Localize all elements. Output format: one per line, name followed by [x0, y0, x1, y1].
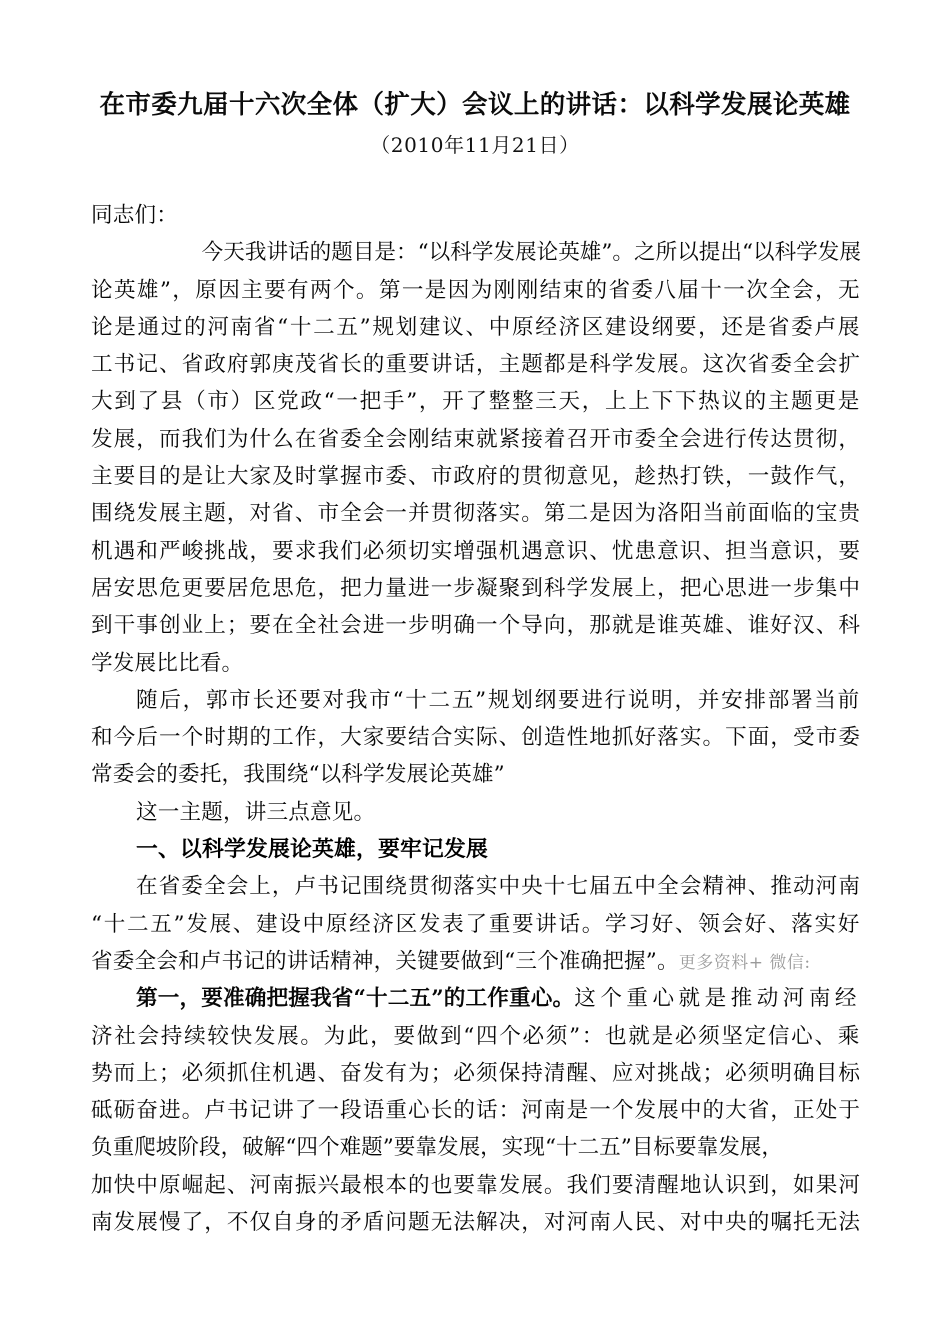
body-line: [91, 1129, 861, 1166]
body-line: [91, 533, 861, 570]
body-line-text: 主要目的是让大家及时掌握市委、市政府的贯彻意见，趁热打铁，一鼓作气，: [91, 464, 861, 490]
body-line-text: 势而上；必须抓住机遇、奋发有为；必须保持清醒、应对挑战；必须明确目标: [91, 1060, 861, 1086]
document-body: [91, 197, 861, 1241]
body-line: [91, 868, 861, 905]
body-line-text: 到干事创业上；要在全社会进一步明确一个导向，那就是谁英雄、谁好汉、科: [91, 613, 861, 639]
body-line: 常委会的委托，我围绕“以科学发展论英雄”: [91, 762, 505, 788]
section-heading: [91, 831, 861, 868]
body-line-text: 发展，而我们为什么在省委全会刚结束就紧接着召开市委全会进行传达贯彻，: [91, 426, 861, 452]
body-line-text: 大到了县（市）区党政“一把手”，开了整整三天，上上下下热议的主题更是: [91, 389, 861, 415]
body-line-text: 济社会持续较快发展。为此，要做到“四个必须”：也就是必须坚定信心、乘: [91, 1023, 861, 1049]
document-date: （2010年11月21日）: [370, 133, 580, 157]
body-line: [91, 719, 861, 756]
body-line-text: 南发展慢了，不仅自身的矛盾问题无法解决，对河南人民、对中央的嘱托无法: [91, 1210, 861, 1236]
body-line: [91, 794, 861, 831]
body-line: [91, 383, 861, 420]
body-line-text: 这个重心就是推动河南经: [574, 986, 861, 1012]
watermark-text: 更多资料+ 微信:: [678, 952, 811, 973]
body-line-text: 工书记、省政府郭庚茂省长的重要讲话，主题都是科学发展。这次省委全会扩: [91, 352, 861, 378]
body-line: [91, 495, 861, 532]
body-line-text: 机遇和严峻挑战，要求我们必须切实增强机遇意识、忧患意识、担当意识，要: [91, 538, 861, 564]
body-line: [91, 570, 861, 607]
body-line: [91, 906, 861, 943]
body-line-text: 论是通过的河南省“十二五”规划建议、中原经济区建设纲要，还是省委卢展: [91, 314, 861, 340]
body-line-text: 和今后一个时期的工作，大家要结合实际、创造性地抓好落实。下面，受市委: [91, 725, 861, 751]
indent-spacer: [91, 234, 136, 271]
body-line: [91, 1092, 861, 1129]
body-line-text: 负重爬坡阶段，破解“四个难题”要靠发展，实现“十二五”目标要靠发展，: [91, 1135, 783, 1161]
body-line-text: 砥砺奋进。卢书记讲了一段语重心长的话：河南是一个发展中的大省，正处于: [91, 1098, 861, 1124]
salutation: 同志们：: [91, 203, 178, 228]
body-line: [91, 1204, 861, 1241]
title-block: [0, 88, 950, 160]
body-line: [91, 1167, 861, 1204]
indent-spacer: [91, 868, 136, 905]
section-heading-text: 一、以科学发展论英雄，要牢记发展: [136, 837, 488, 863]
body-line: [91, 421, 861, 458]
indent-spacer: [91, 682, 136, 719]
body-line: [91, 1055, 861, 1092]
body-line: [91, 607, 861, 644]
body-line: 学发展比比看。: [91, 650, 244, 676]
body-line-text: 居安思危更要居危思危，把力量进一步凝聚到科学发展上，把心思进一步集中: [91, 575, 861, 601]
body-line-text: 论英雄”，原因主要有两个。第一是因为刚刚结束的省委八届十一次全会，无: [91, 277, 861, 303]
body-line-text: 加快中原崛起、河南振兴最根本的也要靠发展。我们要清醒地认识到，如果河: [91, 1172, 861, 1198]
body-line: [91, 272, 861, 309]
body-line-text: 省委全会和卢书记的讲话精神，关键要做到“三个准确把握”。: [91, 948, 679, 974]
body-line: [91, 682, 861, 719]
body-line-bold-text: 第一，要准确把握我省“十二五”的工作重心。: [136, 986, 575, 1012]
page-title: 在市委九届十六次全体（扩大）会议上的讲话：以科学发展论英雄: [99, 90, 851, 120]
body-line-text: 随后，郭市长还要对我市“十二五”规划纲要进行说明，并安排部署当前: [136, 687, 861, 713]
body-line-text: 今天我讲话的题目是：“以科学发展论英雄”。之所以提出“以科学发展: [201, 240, 861, 266]
body-line: [91, 309, 861, 346]
body-line: [91, 1018, 861, 1055]
body-line: [91, 458, 861, 495]
body-line: [91, 346, 861, 383]
body-line-text: 围绕发展主题，对省、市全会一并贯彻落实。第二是因为洛阳当前面临的宝贵: [91, 501, 861, 527]
body-line: [91, 943, 861, 980]
body-line: [91, 980, 861, 1017]
indent-spacer: [91, 980, 136, 1017]
body-line: [91, 234, 861, 271]
body-line-text: 这一主题，讲三点意见。: [136, 799, 376, 825]
body-line-text: 在省委全会上，卢书记围绕贯彻落实中央十七届五中全会精神、推动河南: [136, 874, 861, 900]
body-line-text: “十二五”发展、建设中原经济区发表了重要讲话。学习好、领会好、落实好: [91, 911, 861, 937]
